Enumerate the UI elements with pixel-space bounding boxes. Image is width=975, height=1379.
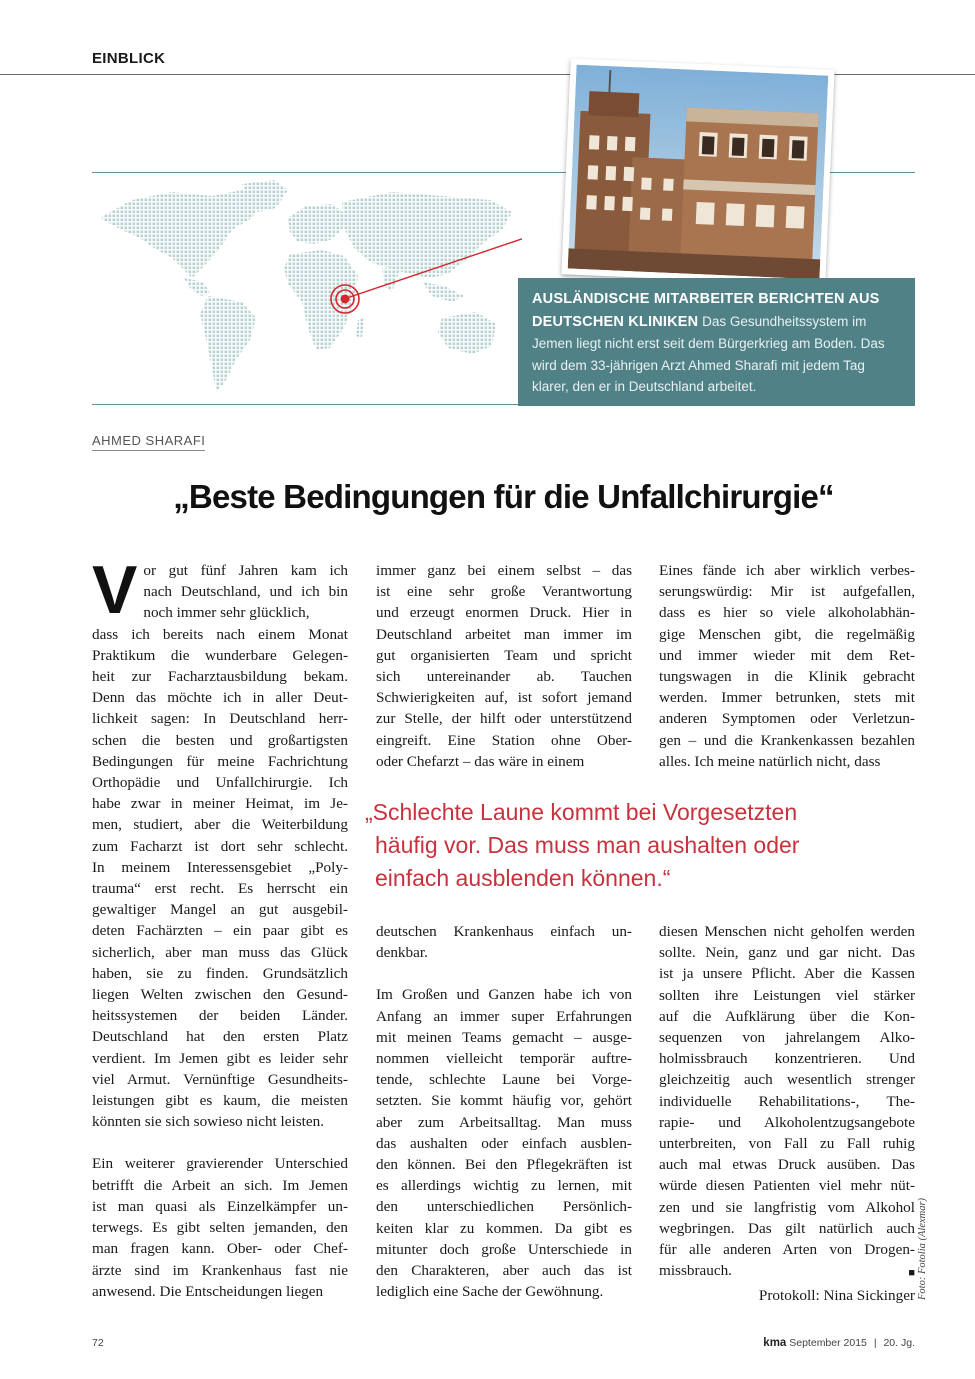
text-line: den können. Bei den Pflegekräften ist [376, 1156, 632, 1174]
text-line: Eines fände ich aber wirklich verbes- [659, 562, 915, 579]
text-line: und immer wieder mit dem Ret- [659, 646, 915, 664]
text-line: zen und sie langfristig vom Alkohol [659, 1198, 915, 1216]
column-1-paragraph-1 [92, 624, 348, 1133]
text-line: immer ganz bei einem selbst – das [376, 562, 632, 579]
text-line: wegbringen. Das gilt natürlich auch [659, 1219, 915, 1237]
intro-caption-box [518, 278, 915, 406]
text-line: heitssystemen der beiden Länder. [92, 1007, 348, 1025]
column-2-paragraph-b [376, 984, 632, 1302]
text-line: es allerdings wichtig zu lernen, mit [376, 1177, 632, 1195]
text-line: noch immer sehr glücklich, [143, 604, 310, 622]
text-line: dass ich bereits nach einem Monat [92, 625, 348, 643]
text-line: ärzte sind im Krankenhaus fast nie [92, 1261, 348, 1279]
text-line: habe zwar in meiner Heimat, im Je- [92, 795, 348, 813]
text-line: tende, schlechte Laune bei Vorge- [376, 1071, 632, 1089]
text-line: eingreift. Eine Station ohne Ober- [376, 731, 632, 749]
caption-line: Das Gesundheitssystem im [702, 313, 867, 329]
text-column-1 [92, 552, 348, 1302]
section-label: EINBLICK [92, 50, 166, 67]
text-line: lediglich eine Sache der Gewöhnung. [376, 1283, 604, 1301]
map-bottom-rule [92, 404, 518, 405]
text-line: Anfang an immer super Erfahrungen [376, 1007, 632, 1025]
text-line: man fragen kann. Ober- oder Chef- [92, 1240, 348, 1258]
text-line: anwesend. Die Entscheidungen liegen [92, 1282, 324, 1300]
text-column-3-bottom [659, 921, 915, 1306]
map-top-rule-right [818, 172, 915, 173]
text-line: In meinem Interessensgebiet „Poly- [92, 858, 348, 876]
footer-separator: | [873, 1337, 877, 1349]
text-line: gen – und die Krankenkassen bezahlen [659, 731, 915, 749]
text-line: denkbar. [376, 944, 428, 962]
text-line: mitunter doch große Unterschiede in [376, 1240, 632, 1258]
text-line: das aushalten oder einfach ausblen- [376, 1134, 632, 1152]
page-number: 72 [92, 1337, 104, 1349]
text-line: mit meinen Teams gemacht – ausge- [376, 1028, 632, 1046]
text-line: dass es hier so viele alkoholabhän- [659, 604, 915, 622]
text-line: auch mal etwas Druck ausüben. Das [659, 1156, 915, 1174]
text-line: missbrauch. [659, 1262, 732, 1280]
text-line: individuelle Rehabilitations-, The- [659, 1092, 915, 1110]
text-line: gleichzeitig auch wesentlich strenger [659, 1071, 915, 1089]
text-line: liegen Welten zwischen den Gesund- [92, 986, 348, 1004]
text-line: terwegs. Es gibt selten jemanden, den [92, 1219, 348, 1237]
text-line: verdient. Im Jemen gibt es leider sehr [92, 1049, 348, 1067]
text-line: deutschen Krankenhaus einfach un- [376, 923, 632, 940]
footer-issue-info [763, 1337, 915, 1349]
dropcap: V [92, 552, 138, 628]
text-line: Ein weiterer gravierender Unterschied [92, 1155, 348, 1173]
text-line: Praktikum die wunderbare Gelegen- [92, 646, 348, 664]
text-line: Schwierigkeiten auf, ist sofort jemand [376, 689, 632, 707]
text-line: Deutschland arbeitet man immer im [376, 625, 632, 643]
text-line: zum Facharzt ist dort sehr schlecht. [92, 837, 348, 855]
article-headline: „Beste Bedingungen für die Unfallchirurgie“ [173, 478, 834, 515]
volume: 20. Jg. [883, 1337, 915, 1349]
text-line: gige Menschen gibt, die regelmäßig [659, 625, 915, 643]
pull-quote [365, 796, 915, 895]
protocol-credit: Protokoll: Nina Sickinger [758, 1286, 915, 1304]
text-line: sicherlich, aber man muss das Glück [92, 943, 348, 961]
text-line: serungswürdig: Mir ist aufgefallen, [659, 583, 915, 601]
photo-yemen-building [561, 58, 834, 285]
text-line: men, studiert, aber die Weiterbildung [92, 816, 348, 834]
text-line: or gut fünf Jahren kam ich [143, 562, 348, 579]
text-line: ist eine sehr große Verantwortung [376, 583, 632, 601]
column-2-paragraph-a [376, 921, 632, 963]
text-line: unterbreiten, von Fall zu Fall ruhig [659, 1135, 915, 1153]
text-line: lichkeit sagen: In Deutschland herr- [92, 710, 348, 728]
text-line: werden. Immer betrunken, stets mit [659, 689, 915, 707]
text-line: den unterschiedlichen Persönlich- [376, 1198, 632, 1216]
text-line: diesen Menschen nicht geholfen werden [659, 923, 915, 940]
text-line: ist ja unsere Pflicht. Aber die Kassen [659, 965, 915, 983]
author-label: AHMED SHARAFI [92, 433, 205, 451]
column-1-paragraph-2 [92, 1153, 348, 1301]
caption-line: klarer, den er in Deutschland arbeitet. [532, 379, 757, 394]
text-line: nach Deutschland, und ich bin [143, 583, 348, 601]
text-line: sollten ihre Leistungen viel stärker [659, 986, 915, 1004]
text-line: tungswagen in die Klinik gebracht [659, 668, 915, 686]
text-line: Deutschland hat den ersten Platz [92, 1028, 348, 1046]
text-line: holmissbrauch konzentrieren. Und [659, 1050, 915, 1068]
text-line: ist man quasi als Einzelkämpfer un- [92, 1197, 348, 1215]
text-line: deten Fachärzten – ein paar gibt es [92, 922, 348, 940]
text-line: und erzeugt enormen Druck. Hier in [376, 604, 632, 622]
text-line: anderen Symptomen oder Verletzun- [659, 710, 915, 728]
text-line: sich untereinander ab. Tauchen [376, 668, 632, 686]
text-line: schen die besten und großartigsten [92, 731, 348, 749]
column-3-paragraph [659, 921, 915, 1281]
text-line: gut organisierten Team und spricht [376, 646, 632, 664]
text-column-3-top [659, 560, 915, 772]
magazine-brand: kma [763, 1337, 787, 1349]
text-line: Orthopädie und Unfallchirurgie. Ich [92, 774, 348, 792]
text-line: sollte. Nein, ganz und gar nicht. Das [659, 944, 915, 962]
text-line: rapie- und Alkoholentzugsangebote [659, 1113, 915, 1131]
world-map-graphic [92, 178, 522, 396]
text-column-2-bottom [376, 921, 632, 1302]
pull-quote-line: „Schlechte Laune kommt bei Vorgesetzten [365, 799, 798, 825]
text-line: heit zur Facharztausbildung bekam. [92, 668, 348, 686]
issue-date: September 2015 [789, 1337, 867, 1349]
text-line: keiten klar zu kommen. Da gibt es [376, 1219, 632, 1237]
text-column-2-top [376, 560, 632, 772]
text-line: betrifft die Arbeit an sich. Im Jemen [92, 1176, 348, 1194]
text-line: haben, sie zu finden. Grundsätzlich [92, 964, 348, 982]
caption-heading: AUSLÄNDISCHE MITARBEITER BERICHTEN AUS DEUTSCHEN KLINIKEN [532, 291, 880, 330]
text-line: für alle anderen Arten von Drogen- [659, 1241, 915, 1259]
photo-credit: Foto: Fotolia (Alexmar) [917, 1197, 928, 1300]
text-line: viel Armut. Vernünftige Gesundheits- [92, 1070, 348, 1088]
text-line: würde diesen Patienten viel mehr nüt- [659, 1177, 915, 1195]
map-top-rule [92, 172, 566, 173]
text-line: Im Großen und Ganzen habe ich von [376, 986, 632, 1004]
text-line: Denn das möchte ich in aller Deut- [92, 689, 348, 707]
pull-quote-line: einfach ausblenden können.“ [375, 865, 671, 891]
text-line: alles. Ich meine natürlich nicht, dass [659, 752, 881, 770]
text-line: oder Chefarzt – das wäre in einem [376, 752, 585, 770]
text-line: auf die Aufklärung über die Kon- [659, 1007, 915, 1025]
text-line: Bedingungen für meine Fachrichtung [92, 752, 348, 770]
text-line: aber zum Arbeitsalltag. Man muss [376, 1113, 632, 1131]
caption-line: wird dem 33-jährigen Arzt Ahmed Sharafi mit jedem Tag [532, 357, 865, 373]
text-line: setzten. Sie kommt häufig vor, gehört [376, 1092, 632, 1110]
text-line: gewaltiger Mangel an gut ausgebil- [92, 901, 348, 919]
pull-quote-line: häufig vor. Das muss man aushalten oder [375, 832, 800, 858]
text-line: leistungen gibt es kaum, die meisten [92, 1092, 348, 1110]
text-line: zur Stelle, der hilft oder unterstützend [376, 710, 632, 728]
text-line: nommen vielleicht temporär auftre- [376, 1050, 632, 1068]
text-line: könnten sie sich sowieso nicht leisten. [92, 1113, 324, 1131]
text-line: den Charakteren, aber auch das ist [376, 1262, 632, 1280]
end-mark-icon: ■ [908, 1267, 915, 1280]
text-line: sequenzen von jahrelangem Alko- [659, 1029, 915, 1047]
caption-line: Jemen liegt nicht erst seit dem Bürgerkrieg am Boden. Das [532, 336, 885, 351]
text-line: trauma“ erst recht. Es herrscht ein [92, 880, 348, 898]
